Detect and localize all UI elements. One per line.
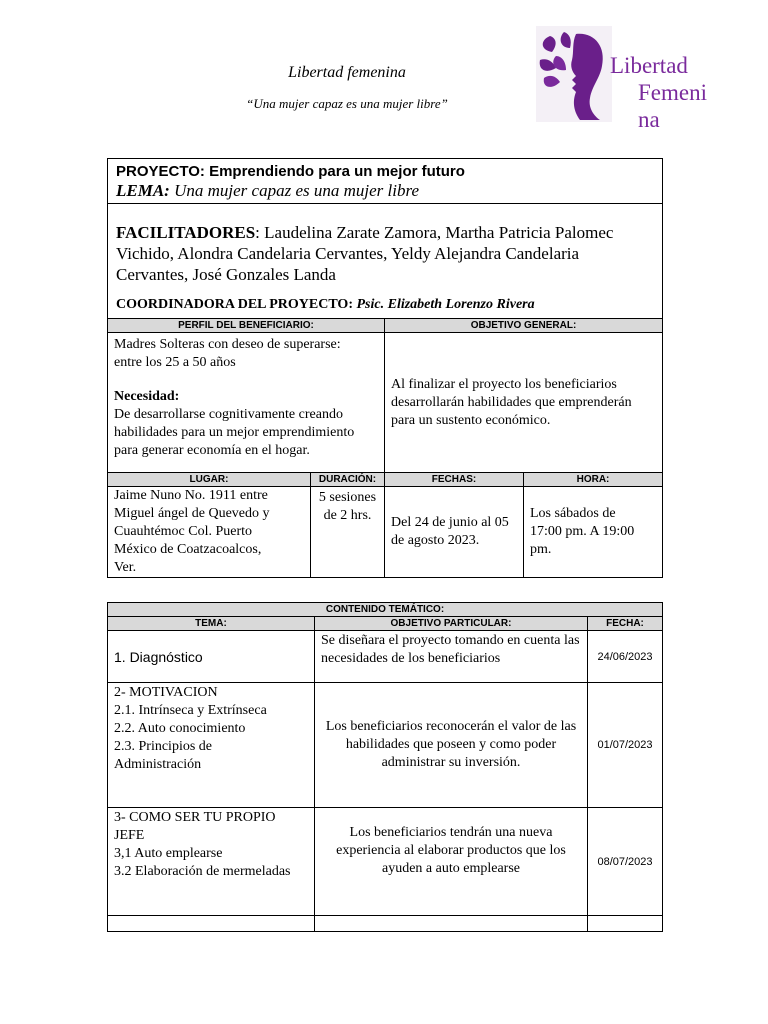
fecha-cell: 08/07/2023 bbox=[588, 808, 663, 916]
empty-cell bbox=[315, 916, 588, 932]
logo-line-2: Femeni bbox=[638, 80, 707, 105]
perfil-cell bbox=[108, 333, 385, 473]
coordinadora-label: COORDINADORA DEL PROYECTO: bbox=[116, 297, 353, 312]
objetivo-general-cell bbox=[385, 333, 663, 473]
empty-cell bbox=[588, 916, 663, 932]
empty-row bbox=[108, 916, 663, 932]
lugar-cell bbox=[108, 487, 311, 578]
project-title-cell bbox=[108, 159, 663, 204]
tema-line: 3.2 Elaboración de mermeladas bbox=[114, 864, 291, 879]
necesidad-label: Necesidad: bbox=[114, 389, 180, 404]
duracion-cell bbox=[311, 487, 385, 578]
duracion-text: 5 sesiones de 2 hrs. bbox=[318, 490, 377, 523]
lema-value: Una mujer capaz es una mujer libre bbox=[174, 181, 419, 200]
facilitadores-label: FACILITADORES bbox=[116, 223, 256, 242]
perfil-line-2: entre los 25 a 50 años bbox=[114, 355, 236, 370]
objetivo-cell bbox=[315, 683, 588, 808]
lema-line bbox=[116, 181, 654, 201]
logo-text bbox=[610, 52, 707, 133]
col-objetivo-header: OBJETIVO PARTICULAR: bbox=[315, 617, 588, 631]
perfil-header: PERFIL DEL BENEFICIARIO: bbox=[108, 319, 385, 333]
facilitators-text bbox=[116, 222, 654, 285]
project-line bbox=[116, 162, 654, 181]
lugar-text: Jaime Nuno No. 1911 entre Miguel ángel de Quevedo y Cuauhtémoc Col. Puerto México de Coatzacoalcos, Ver. bbox=[114, 488, 270, 575]
objetivo-general-text: Al finalizar el proyecto los beneficiarios desarrollarán habilidades que emprenderán para un sustento económico. bbox=[391, 376, 632, 428]
tema-cell bbox=[108, 631, 315, 683]
coordinadora-value: Psic. Elizabeth Lorenzo Rivera bbox=[356, 297, 535, 312]
logo-line-1: Libertad bbox=[610, 53, 688, 78]
col-fecha-header: FECHA: bbox=[588, 617, 663, 631]
table-row bbox=[108, 808, 663, 916]
logo-woman-silhouette-icon bbox=[536, 26, 612, 122]
table-row bbox=[108, 683, 663, 808]
proyecto-value: Emprendiendo para un mejor futuro bbox=[209, 163, 465, 180]
facilitators-cell bbox=[108, 204, 663, 319]
document-motto: “Una mujer capaz es una mujer libre” bbox=[246, 96, 448, 111]
fechas-header: FECHAS: bbox=[385, 473, 524, 487]
contenido-table bbox=[107, 602, 663, 932]
hora-cell bbox=[524, 487, 663, 578]
tema-cell bbox=[108, 683, 315, 808]
fecha-cell: 01/07/2023 bbox=[588, 683, 663, 808]
lema-label: LEMA: bbox=[116, 181, 170, 200]
objetivo-text: Se diseñara el proyecto tomando en cuenta las necesidades de los beneficiarios bbox=[321, 633, 580, 666]
proyecto-label: PROYECTO: bbox=[116, 163, 205, 180]
necesidad-text: De desarrollarse cognitivamente creando habilidades para un mejor emprendimiento para generar economía en el hogar. bbox=[114, 407, 355, 458]
objetivo-general-header: OBJETIVO GENERAL: bbox=[385, 319, 663, 333]
duracion-header: DURACIÓN: bbox=[311, 473, 385, 487]
objetivo-cell bbox=[315, 631, 588, 683]
project-table bbox=[107, 158, 663, 578]
tema-line: 2- MOTIVACION bbox=[114, 685, 218, 700]
fecha-cell: 24/06/2023 bbox=[588, 631, 663, 683]
logo-line-3: na bbox=[638, 107, 660, 132]
fechas-cell bbox=[385, 487, 524, 578]
tema-line: 2.2. Auto conocimiento bbox=[114, 721, 246, 736]
document-title: Libertad femenina bbox=[288, 64, 406, 81]
objetivo-cell bbox=[315, 808, 588, 916]
contenido-title: CONTENIDO TEMÁTICO: bbox=[108, 603, 663, 617]
hora-header: HORA: bbox=[524, 473, 663, 487]
tema-line: 2.1. Intrínseca y Extrínseca bbox=[114, 703, 267, 718]
perfil-line-1: Madres Solteras con deseo de superarse: bbox=[114, 337, 341, 352]
empty-cell bbox=[108, 916, 315, 932]
objetivo-text: Los beneficiarios tendrán una nueva experiencia al elaborar productos que los ayuden a auto emplearse bbox=[336, 825, 566, 876]
objetivo-text: Los beneficiarios reconocerán el valor de las habilidades que poseen y como poder administrar su inversión. bbox=[325, 719, 577, 770]
tema-cell bbox=[108, 808, 315, 916]
lugar-header: LUGAR: bbox=[108, 473, 311, 487]
tema-line: 2.3. Principios de Administración bbox=[114, 739, 212, 772]
tema-line: 3- COMO SER TU PROPIO JEFE bbox=[114, 810, 276, 843]
table-row bbox=[108, 631, 663, 683]
facilitadores-value: : Laudelina Zarate Zamora, Martha Patricia Palomec Vichido, Alondra Candelaria Cervantes, Yeldy Alejandra Candelaria Cervantes, José Gonzales Landa bbox=[116, 223, 614, 284]
tema-line: 3,1 Auto emplearse bbox=[114, 846, 223, 861]
col-tema-header: TEMA: bbox=[108, 617, 315, 631]
fechas-text: Del 24 de junio al 05 de agosto 2023. bbox=[391, 515, 509, 548]
hora-text: Los sábados de 17:00 pm. A 19:00 pm. bbox=[530, 506, 635, 557]
coordinator-line bbox=[116, 297, 654, 313]
tema-line: 1. Diagnóstico bbox=[114, 648, 203, 665]
